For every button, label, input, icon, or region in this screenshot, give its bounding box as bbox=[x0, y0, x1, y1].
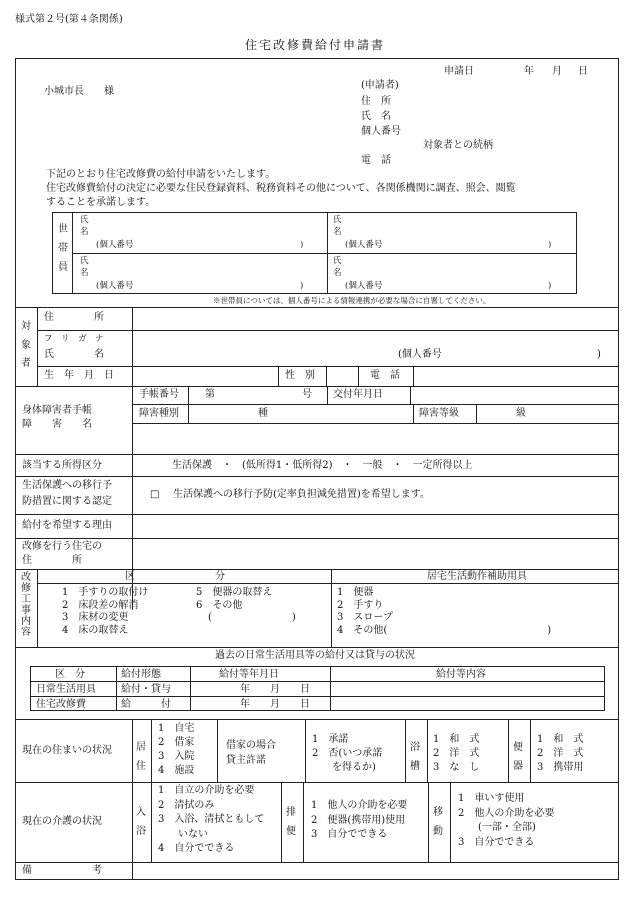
rent-items: 1 承諾 2 否(いつ承諾 を得るか) bbox=[312, 734, 383, 773]
move-label: 移 動 bbox=[433, 807, 443, 837]
remarks-label: 備 考 bbox=[22, 865, 102, 876]
applicant-name-label: 氏 名 bbox=[361, 111, 391, 122]
excretion-items: 1 他人の介助を必要 2 便器(携帯用)使用 3 自分でできる bbox=[311, 800, 408, 840]
past-row-2-category: 住宅改修費 bbox=[36, 699, 86, 710]
work-items-mid: 5 便器の取替え 6 その他 ( ) bbox=[196, 587, 296, 623]
hh4-mynumber-label: (個人番号 bbox=[345, 281, 383, 291]
work-items-left: 1 手すりの取付け 2 床段差の解消 3 床材の変更 4 床の取替え bbox=[62, 587, 149, 636]
household-note: ※世帯員については、個人番号による情報連携が必要な場合に自署してください。 bbox=[213, 296, 491, 305]
household-side-label: 世 帯 員 bbox=[58, 224, 68, 273]
subject-birth-label: 生 年 月 日 bbox=[44, 370, 114, 381]
bathing-label: 入 浴 bbox=[136, 807, 146, 837]
bath-items: 1 和 式 2 洋 式 3 な し bbox=[433, 734, 480, 773]
hh4-paren: ) bbox=[548, 281, 552, 291]
statement-line-1: 下記のとおり住宅改修費の給付申請をいたします。 bbox=[46, 169, 276, 180]
hh3-name-label-2: 名 bbox=[80, 268, 89, 278]
income-category-label: 該当する所得区分 bbox=[22, 460, 102, 471]
welfare-label-1: 生活保護への移行予 bbox=[22, 480, 112, 491]
move-items: 1 車いす使用 2 他人の介助を必要 (一部・全部) 3 自分でできる bbox=[458, 793, 555, 848]
hh2-mynumber-label: (個人番号 bbox=[345, 240, 383, 250]
handbook-number-label: 手帳番号 bbox=[139, 389, 179, 400]
hh1-name-label-2: 名 bbox=[80, 227, 89, 237]
subject-name-label: 氏 名 bbox=[44, 349, 104, 360]
toilet-label: 便 器 bbox=[513, 742, 523, 772]
shu-label: 種 bbox=[258, 408, 268, 419]
work-items-right: 1 便器 2 手すり 3 スロープ 4 その他( ) bbox=[337, 587, 552, 636]
hh3-mynumber-label: (個人番号 bbox=[96, 281, 134, 291]
applicant-phone-label: 電 話 bbox=[361, 155, 391, 166]
subject-furigana-label: フ リ ガ ナ bbox=[44, 334, 104, 344]
past-row-1-date: 年 月 日 bbox=[240, 684, 310, 695]
subject-address-label: 住 所 bbox=[44, 312, 104, 323]
applicant-label: (申請者) bbox=[361, 80, 399, 91]
work-side-label: 改 修 工 事 内 容 bbox=[21, 572, 31, 638]
hh1-mynumber-label: (個人番号 bbox=[96, 240, 134, 250]
work-category-header: 区 分 bbox=[125, 571, 225, 582]
hh3-paren: ) bbox=[300, 281, 304, 291]
past-row-1-category: 日常生活用具 bbox=[36, 684, 96, 695]
applicant-mynumber-label: 個人番号 bbox=[361, 126, 401, 137]
disability-name-label: 障 害 名 bbox=[22, 419, 92, 430]
handbook-label: 身体障害者手帳 bbox=[22, 405, 92, 416]
hh2-name-label-2: 名 bbox=[333, 227, 342, 237]
toilet-items: 1 和 式 2 洋 式 3 携帯用 bbox=[537, 734, 584, 773]
hh1-name-label: 氏 bbox=[80, 215, 89, 225]
applicant-address-label: 住 所 bbox=[361, 96, 391, 107]
hh4-name-label: 氏 bbox=[333, 256, 342, 266]
subject-mynumber-label: (個人番号 bbox=[398, 349, 442, 360]
application-date-label: 申請日 bbox=[444, 66, 474, 77]
work-aid-header: 居宅生活動作補助用具 bbox=[427, 571, 527, 582]
hh1-paren: ) bbox=[300, 240, 304, 250]
subject-side-label: 対 象 者 bbox=[21, 321, 31, 369]
past-header-form: 給付形態 bbox=[121, 669, 161, 680]
disability-grade-label: 障害等級 bbox=[419, 408, 459, 419]
residence-kyo-items: 1 自宅 2 借家 3 入院 4 施設 bbox=[158, 723, 195, 776]
income-options: 生活保護 ・ (低所得1・低所得2) ・ 一般 ・ 一定所得以上 bbox=[172, 460, 473, 471]
past-header-date: 給付等年月日 bbox=[219, 669, 279, 680]
hh2-name-label: 氏 bbox=[333, 215, 342, 225]
addressee: 小城市長 様 bbox=[44, 86, 114, 97]
disability-type-label: 障害種別 bbox=[139, 408, 179, 419]
page-title: 住宅改修費給付申請書 bbox=[244, 38, 385, 52]
year-label: 年 bbox=[524, 66, 534, 77]
past-row-2-form: 給 付 bbox=[121, 699, 171, 710]
excretion-label: 排 便 bbox=[286, 807, 296, 837]
form-number: 様式第２号(第４条関係) bbox=[15, 14, 123, 25]
residence-kyo-label: 居 住 bbox=[136, 742, 146, 772]
hh3-name-label: 氏 bbox=[80, 256, 89, 266]
subject-sex-label: 性 別 bbox=[285, 370, 315, 381]
statement-line-2: 住宅改修費給付の決定に必要な住民登録資料、税務資料その他について、各関係機関に調査、照会、閲覧 bbox=[46, 183, 516, 194]
hh4-name-label-2: 名 bbox=[333, 268, 342, 278]
welfare-label-2: 防措置に関する認定 bbox=[22, 496, 112, 507]
subject-phone-label: 電 話 bbox=[370, 370, 400, 381]
welfare-checkbox[interactable]: □ bbox=[150, 489, 160, 500]
rent-label-1: 借家の場合 bbox=[226, 740, 276, 751]
relation-label: 対象者との続柄 bbox=[423, 140, 493, 151]
month-label: 月 bbox=[552, 66, 562, 77]
subject-mynumber-paren: ) bbox=[597, 349, 601, 360]
past-header-category: 区 分 bbox=[55, 669, 85, 680]
reason-label: 給付を希望する理由 bbox=[22, 520, 112, 531]
past-header-content: 給付等内容 bbox=[436, 669, 486, 680]
statement-line-3: することを承諾します。 bbox=[46, 197, 156, 208]
hh2-paren: ) bbox=[548, 240, 552, 250]
past-title: 過去の日常生活用具等の給付又は貸与の状況 bbox=[215, 650, 415, 661]
house-label-2: 住 所 bbox=[22, 555, 82, 566]
bathing-items: 1 自立の介助を必要 2 清拭のみ 3 入浴、清拭ともして いない 4 自分でできる bbox=[158, 785, 265, 854]
past-row-1-form: 給付・貸与 bbox=[121, 684, 171, 695]
past-row-2-date: 年 月 日 bbox=[240, 699, 310, 710]
house-label-1: 改修を行う住宅の bbox=[22, 541, 102, 552]
kyu-label: 級 bbox=[516, 408, 526, 419]
residence-label: 現在の住まいの状況 bbox=[22, 745, 112, 756]
welfare-text: 生活保護への移行予防(定率負担減免措置)を希望します。 bbox=[173, 489, 431, 500]
dai-label: 第 bbox=[205, 389, 215, 400]
care-label: 現在の介護の状況 bbox=[22, 816, 102, 827]
bath-label: 浴 槽 bbox=[410, 742, 420, 772]
rent-label-2: 貸主許諾 bbox=[226, 755, 266, 766]
go-label: 号 bbox=[302, 389, 312, 400]
day-label: 日 bbox=[578, 66, 588, 77]
issue-date-label: 交付年月日 bbox=[333, 389, 383, 400]
